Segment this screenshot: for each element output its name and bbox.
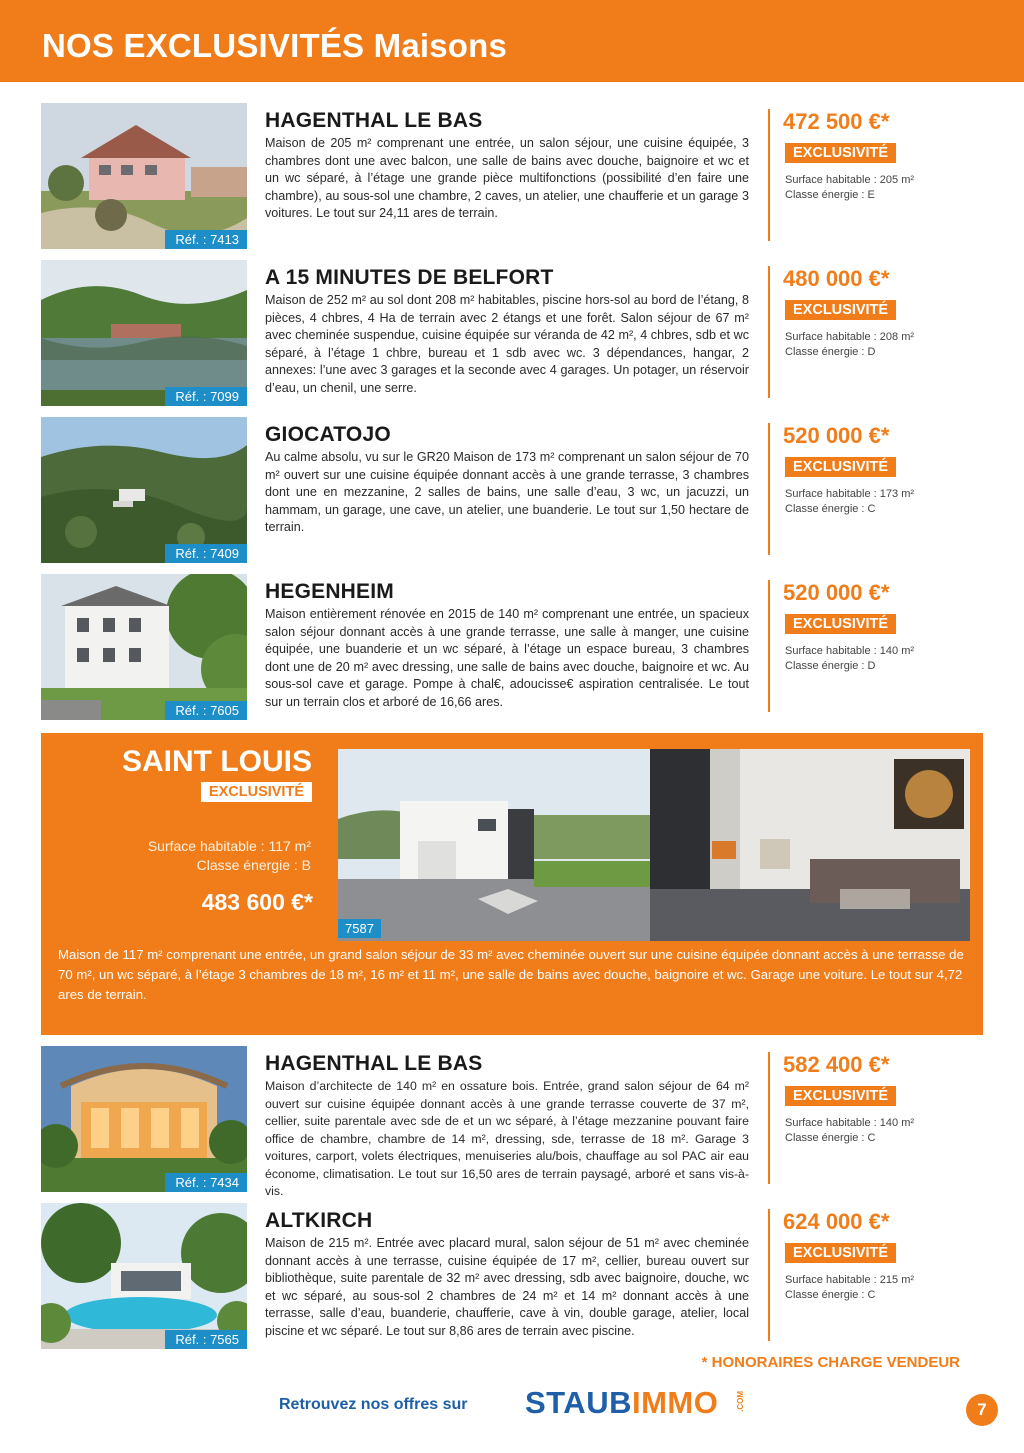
divider (768, 1052, 770, 1184)
listing-description: Maison de 252 m² au sol dont 208 m² habitables, piscine hors-sol au bord de l’étang, 8 pièces, 4 chbres, 4 Ha de terrain avec 2 étangs et une forêt. Salon séjour de 67 m² avec cheminée suspendue, cuisine équipée sur véranda de 42 m², 4 chbres, sdb et wc séparé, à l’étage 1 chbre, bureau et 1 sdb avec wc. 3 dépendances, hangar, 2 annexes: l’une avec 3 garages et la seconde avec 4 garages. Un potager, un réservoir d’eau, un chenil, une serre. (265, 293, 749, 395)
listing-card[interactable] (41, 1203, 981, 1349)
listing-card[interactable] (41, 1046, 981, 1198)
listing-card[interactable] (41, 417, 981, 563)
reference-badge: Réf. : 7409 (165, 544, 247, 563)
footer-tagline: Retrouvez nos offres sur (279, 1396, 468, 1413)
listing-meta (785, 1116, 914, 1146)
listing-photo[interactable] (41, 417, 247, 563)
reference-badge: 7587 (338, 919, 381, 938)
exclusivity-badge: EXCLUSIVITÉ (785, 1243, 896, 1263)
surface-text: Surface habitable : 140 m² (785, 1117, 915, 1129)
energy-class-text: Classe énergie : C (785, 503, 876, 515)
listing-photo[interactable] (41, 103, 247, 249)
divider (768, 266, 770, 398)
reference-badge: Réf. : 7565 (165, 1330, 247, 1349)
logo-suffix: .COM (736, 1391, 745, 1412)
reference-badge: Réf. : 7099 (165, 387, 247, 406)
listing-description: Maison de 205 m² comprenant une entrée, un salon séjour, une cuisine équipée, 3 chambres dont une avec balcon, une salle de bains avec douche, baignoire et wc et un wc séparé, à l’étage une grande pièce multifonctions (possibilité d’en faire une chambre), au sous-sol une chambre, 2 caves, un atelier, une chaufferie et un garage 3 voitures. Le tout sur 24,11 ares de terrain. (265, 136, 749, 220)
listing-title[interactable]: A 15 MINUTES DE BELFORT (265, 266, 554, 289)
listing-photo[interactable] (41, 574, 247, 720)
featured-description: Maison de 117 m² comprenant une entrée, un grand salon séjour de 33 m² avec cheminée ouvert sur une cuisine équipée donnant accès à une terrasse de 70 m², un wc séparé, à l’étage 3 chambres de 18 m², 16 m² et 11 m², une salle de bains avec douche, baignoire et wc. Garage une voiture. Le tout sur 4,72 ares de terrain. (58, 947, 964, 1002)
listing-price: 624 000 €* (783, 1209, 890, 1234)
surface-text: Surface habitable : 173 m² (785, 488, 915, 500)
featured-interior-photo[interactable] (650, 749, 970, 941)
logo-part-immo: IMMO (631, 1385, 719, 1420)
featured-exterior-photo[interactable] (338, 749, 650, 941)
listing-title[interactable]: HEGENHEIM (265, 580, 394, 603)
energy-class-text: Classe énergie : B (196, 857, 311, 873)
listing-meta (785, 644, 914, 674)
staubimmo-logo[interactable] (525, 1385, 718, 1421)
listing-photo[interactable] (41, 1203, 247, 1349)
exclusivity-badge: EXCLUSIVITÉ (785, 614, 896, 634)
listing-title[interactable]: ALTKIRCH (265, 1209, 373, 1232)
exclusivity-badge: EXCLUSIVITÉ (785, 457, 896, 477)
energy-class-text: Classe énergie : D (785, 346, 876, 358)
fees-note: * HONORAIRES CHARGE VENDEUR (701, 1354, 960, 1371)
energy-class-text: Classe énergie : C (785, 1132, 876, 1144)
listing-meta (785, 1273, 914, 1303)
surface-text: Surface habitable : 205 m² (785, 174, 915, 186)
energy-class-text: Classe énergie : E (785, 189, 875, 201)
listing-title[interactable]: HAGENTHAL LE BAS (265, 109, 483, 132)
listing-price: 520 000 €* (783, 580, 890, 605)
exclusivity-badge: EXCLUSIVITÉ (785, 1086, 896, 1106)
listing-meta (785, 330, 914, 360)
surface-text: Surface habitable : 208 m² (785, 331, 915, 343)
page-title: NOS EXCLUSIVITÉS Maisons (42, 27, 508, 64)
divider (768, 423, 770, 555)
listing-meta (785, 173, 914, 203)
exclusivity-badge: EXCLUSIVITÉ (785, 143, 896, 163)
listing-price: 472 500 €* (783, 109, 890, 134)
surface-text: Surface habitable : 117 m² (147, 838, 311, 854)
divider (768, 580, 770, 712)
featured-listing[interactable] (41, 733, 983, 1035)
divider (768, 109, 770, 241)
listing-card[interactable] (41, 574, 981, 720)
listing-photo[interactable] (41, 1046, 247, 1192)
listing-title[interactable]: HAGENTHAL LE BAS (265, 1052, 483, 1075)
listing-price: 520 000 €* (783, 423, 890, 448)
listing-description: Au calme absolu, vu sur le GR20 Maison de 173 m² comprenant un salon séjour de 70 m² ouvert sur une cuisine équipée donnant accès à une grande terrasse, 3 chambres dont une en mezzanine, 2 salles de bains, une salle d’eau, 3 wc, un jacuzzi, un hammam, un garage, une cave, un atelier, une buanderie. Le tout sur 1,50 hectare de terrain. (265, 450, 749, 534)
listing-price: 480 000 €* (783, 266, 890, 291)
listing-description: Maison de 215 m². Entrée avec placard mural, salon séjour de 51 m² avec cheminée donnant accès à une terrasse, cuisine équipée de 17 m², cellier, bureau ouvert sur bibliothèque, suite parentale de 32 m² avec dressing, sdb avec baignoire, douche, wc et wc séparé, au sous-sol 2 chambres de 24 m² et 14 m² donnant accès à une terrasse, salle d’eau, buanderie, chaufferie, cave à vin, double garage, atelier, local piscine et wc séparé. Le tout sur 8,86 ares de terrain avec piscine. (265, 1236, 749, 1338)
featured-meta (148, 837, 311, 875)
featured-price: 483 600 €* (201, 889, 313, 915)
featured-title[interactable]: SAINT LOUIS (121, 745, 312, 778)
energy-class-text: Classe énergie : D (785, 660, 876, 672)
reference-badge: Réf. : 7413 (165, 230, 247, 249)
surface-text: Surface habitable : 140 m² (785, 645, 915, 657)
listing-photo[interactable] (41, 260, 247, 406)
listing-card[interactable] (41, 103, 981, 249)
energy-class-text: Classe énergie : C (785, 1289, 876, 1301)
surface-text: Surface habitable : 215 m² (785, 1274, 915, 1286)
listing-description: Maison d’architecte de 140 m² en ossature bois. Entrée, grand salon séjour de 64 m² ouvert sur cuisine équipée donnant accès à une grande terrasse couverte de 37 m², cellier, suite parentale avec sde de et un wc séparé, à l’étage mezzanine pouvant faire office de chambre, chambre de 14 m², dressing, sde, terrasse de 18 m². Garage 3 voitures, carport, volets électriques, menuiseries alu/bois, chauffage au sol PAC air eau économe, climatisation. Le tout sur 16,50 ares de terrain paysagé, arboré et sans vis-à-vis. (265, 1079, 749, 1198)
logo-part-staub: STAUB (525, 1385, 632, 1420)
exclusivity-badge: EXCLUSIVITÉ (785, 300, 896, 320)
reference-badge: Réf. : 7434 (165, 1173, 247, 1192)
listing-price: 582 400 €* (783, 1052, 890, 1077)
page-header (0, 0, 1024, 82)
exclusivity-badge: EXCLUSIVITÉ (201, 782, 312, 802)
divider (768, 1209, 770, 1341)
listing-title[interactable]: GIOCATOJO (265, 423, 391, 446)
listing-meta (785, 487, 914, 517)
listing-card[interactable] (41, 260, 981, 406)
listing-description: Maison entièrement rénovée en 2015 de 140 m² comprenant une entrée, un spacieux salon séjour donnant accès à une grande terrasse, une salle à manger, une cuisine équipée, une buanderie et un wc séparé, à l’étage un espace bureau, 3 chambres dont une de 20 m² avec dressing, une salle de bains avec douche, baignoire et wc. Au sous-sol cave et garage. Pompe à chal€, adoucisse€ aspiration centralisée. Le tout sur un terrain clos et arboré de 16,66 ares. (265, 607, 749, 709)
reference-badge: Réf. : 7605 (165, 701, 247, 720)
page-number: 7 (966, 1394, 998, 1426)
